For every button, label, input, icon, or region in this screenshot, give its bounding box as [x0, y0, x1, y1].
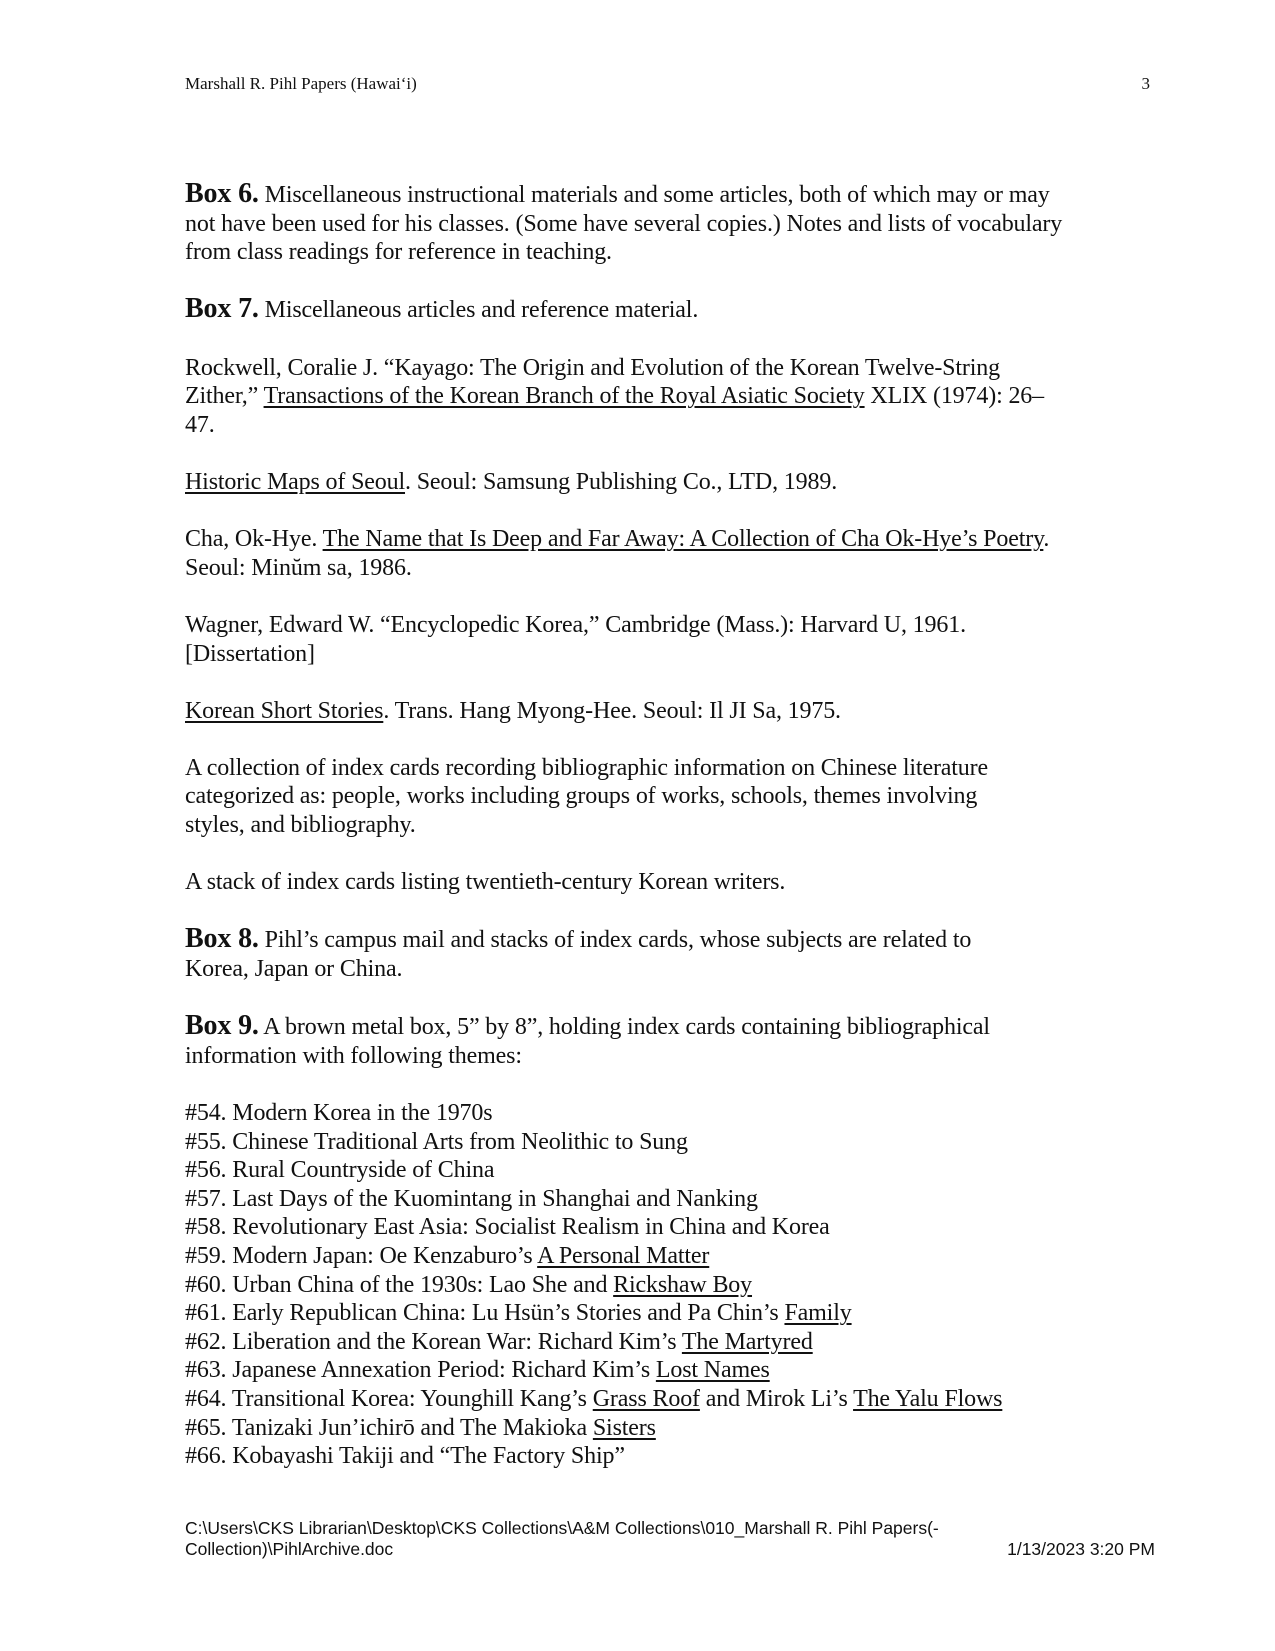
- theme-work-title: The Martyred: [681, 1328, 813, 1355]
- theme-text: #55. Chinese Traditional Arts from Neolithic to Sung: [185, 1128, 688, 1155]
- theme-work-title: A Personal Matter: [537, 1242, 710, 1269]
- theme-text: #59. Modern Japan: Oe Kenzaburo’s: [185, 1242, 538, 1269]
- theme-work-title: Lost Names: [655, 1357, 770, 1384]
- entry-wagner-text: Wagner, Edward W. “Encyclopedic Korea,” Cambridge (Mass.): Harvard U, 1961. [Dissertation]: [185, 611, 966, 667]
- box-8-label: Box 8.: [185, 923, 259, 955]
- entry-rockwell-post: XLIX (1974): 26–47.: [185, 383, 1044, 438]
- entry-cha-post: . Seoul: Minŭm sa, 1986.: [185, 526, 1050, 581]
- box-8-description: [185, 925, 1015, 983]
- entry-wagner: [185, 611, 985, 668]
- theme-text: #66. Kobayashi Takiji and “The Factory Ship”: [185, 1443, 625, 1470]
- file-path-line-2: Collection)\PihlArchive.doc: [185, 1539, 394, 1559]
- theme-item: [185, 1128, 1065, 1157]
- theme-text: and Mirok Li’s: [699, 1385, 854, 1412]
- file-path-line-1: C:\Users\CKS Librarian\Desktop\CKS Collections\A&M Collections\010_Marshall R. Pihl Papers(-: [185, 1518, 939, 1538]
- box-9-theme-list: [185, 1099, 1065, 1471]
- entry-historic-maps-post: . Seoul: Samsung Publishing Co., LTD, 1989.: [405, 468, 838, 495]
- box-7-text: Miscellaneous articles and reference material.: [258, 297, 699, 324]
- box-7-label: Box 7.: [185, 293, 259, 325]
- theme-work-title: Rickshaw Boy: [613, 1271, 753, 1298]
- theme-item: [185, 1328, 1065, 1357]
- theme-item: [185, 1442, 1065, 1471]
- box-6-description: [185, 180, 1065, 267]
- theme-item: [185, 1299, 1065, 1328]
- box-7-description: [185, 295, 1065, 325]
- entry-index-cards-korean: [185, 868, 1065, 897]
- entry-korean-short-stories: [185, 697, 1065, 726]
- theme-text: #58. Revolutionary East Asia: Socialist Realism in China and Korea: [185, 1214, 830, 1241]
- entry-rockwell: [185, 354, 1065, 440]
- entry-cha: [185, 525, 1065, 582]
- entry-korean-short-stories-post: . Trans. Hang Myong-Hee. Seoul: Il JI Sa, 1975.: [383, 697, 841, 724]
- theme-item: [185, 1414, 1065, 1443]
- entry-rockwell-pre: Rockwell, Coralie J. “Kayago: The Origin and Evolution of the Korean Twelve-String Zither,”: [185, 354, 1000, 410]
- document-title: Marshall R. Pihl Papers (Hawai‘i): [185, 74, 417, 93]
- theme-work-title: The Yalu Flows: [853, 1385, 1003, 1412]
- theme-text: #56. Rural Countryside of China: [185, 1157, 495, 1184]
- entry-cha-pre: Cha, Ok-Hye.: [185, 526, 323, 553]
- entry-index-cards-chinese: [185, 754, 1025, 840]
- page-footer: [185, 1518, 1155, 1560]
- theme-text: #54. Modern Korea in the 1970s: [185, 1100, 493, 1126]
- box-6-label: Box 6.: [185, 178, 259, 209]
- theme-work-title: Grass Roof: [592, 1385, 700, 1412]
- page-number: 3: [1141, 74, 1150, 93]
- box-9-description: [185, 1012, 1035, 1070]
- theme-text: #64. Transitional Korea: Younghill Kang’s: [185, 1385, 593, 1412]
- box-8-text: Pihl’s campus mail and stacks of index cards, whose subjects are related to Korea, Japan or China.: [185, 927, 972, 983]
- theme-text: #61. Early Republican China: Lu Hsün’s Stories and Pa Chin’s: [185, 1300, 785, 1327]
- print-timestamp: 1/13/2023 3:20 PM: [1007, 1539, 1155, 1559]
- theme-work-title: Sisters: [592, 1414, 656, 1441]
- theme-item: [185, 1242, 1065, 1271]
- entry-historic-maps-title: Historic Maps of Seoul: [185, 468, 406, 495]
- theme-item: [185, 1356, 1065, 1385]
- theme-text: #63. Japanese Annexation Period: Richard Kim’s: [185, 1357, 656, 1384]
- theme-text: #62. Liberation and the Korean War: Richard Kim’s: [185, 1328, 682, 1355]
- entry-index-cards-korean-text: A stack of index cards listing twentieth-century Korean writers.: [185, 869, 786, 896]
- theme-text: #57. Last Days of the Kuomintang in Shanghai and Nanking: [185, 1185, 758, 1212]
- theme-item: [185, 1271, 1065, 1300]
- theme-text: #65. Tanizaki Jun’ichirō and The Makioka: [185, 1414, 593, 1441]
- theme-item: [185, 1099, 1065, 1128]
- theme-item: [185, 1213, 1065, 1242]
- box-9-text: A brown metal box, 5” by 8”, holding index cards containing bibliographical information with following themes:: [185, 1014, 990, 1069]
- theme-work-title: Family: [784, 1300, 852, 1327]
- entry-historic-maps: [185, 468, 1065, 497]
- box-6-text: Miscellaneous instructional materials and some articles, both of which may or may not have been used for his classes. (Some have several copies.) Notes and lists of vocabulary from class readings for reference in teaching.: [185, 182, 1063, 266]
- theme-item: [185, 1185, 1065, 1214]
- entry-cha-title: The Name that Is Deep and Far Away: A Collection of Cha Ok-Hye’s Poetry: [322, 526, 1044, 553]
- entry-korean-short-stories-title: Korean Short Stories: [185, 697, 384, 724]
- entry-rockwell-title: Transactions of the Korean Branch of the Royal Asiatic Society: [263, 383, 865, 410]
- document-body: [185, 180, 1065, 1471]
- theme-text: #60. Urban China of the 1930s: Lao She and: [185, 1271, 614, 1298]
- entry-index-cards-chinese-text: A collection of index cards recording bibliographic information on Chinese literature categorized as: people, works including groups of works, schools, themes involving styles, and bibliography.: [185, 754, 989, 839]
- box-9-label: Box 9.: [185, 1010, 259, 1042]
- theme-item: [185, 1385, 1065, 1414]
- theme-item: [185, 1156, 1065, 1185]
